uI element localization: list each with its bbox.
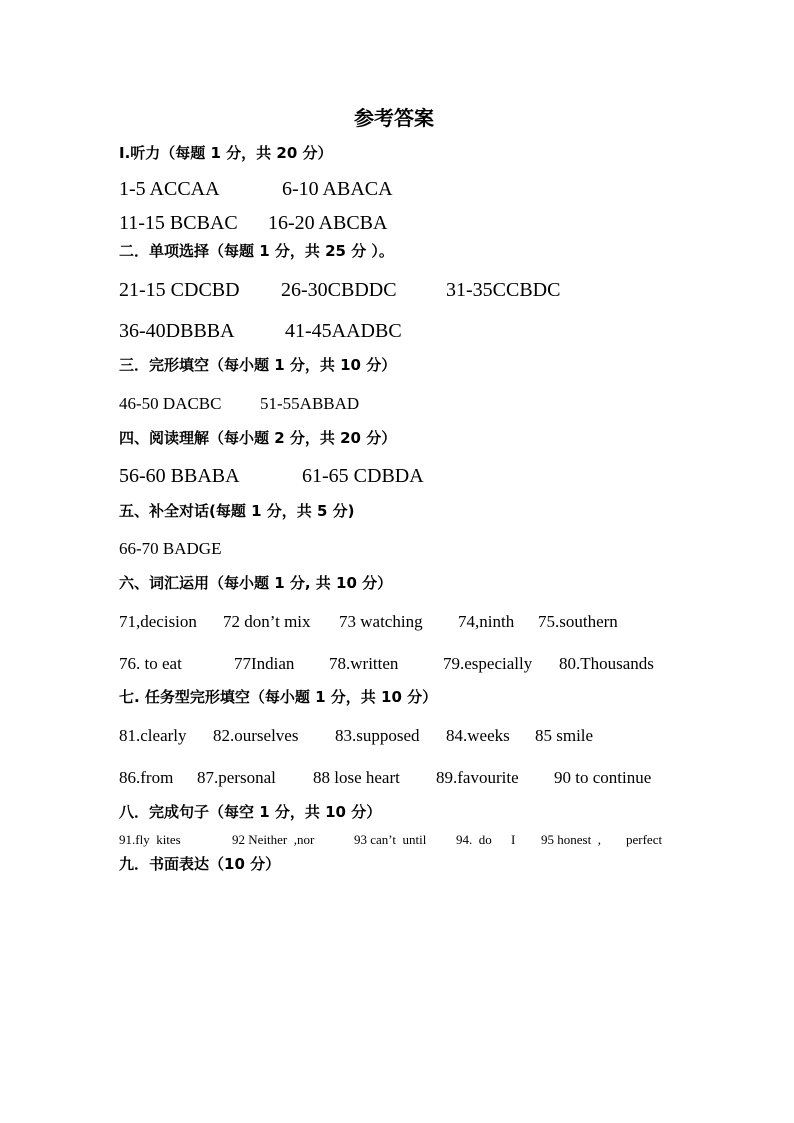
answer-item: 75.southern [538,612,618,631]
answer-item: 80.Thousands [559,654,654,673]
answer-item: perfect [626,832,663,847]
answer-item: 71,decision [119,612,197,631]
answer-item: 94. do [456,832,492,847]
answer-item: 88 lose heart [313,768,400,787]
section-heading-single-choice: 二．单项选择（每题 1 分，共 25 分 ）。 [119,242,394,260]
answer-group: 36-40DBBBA [119,320,235,342]
answer-item: 72 don’t mix [223,612,311,631]
answer-group: 1-5 ACCAA [119,178,220,200]
answer-item: 83.supposed [335,726,420,745]
answer-item: 74,ninth [458,612,515,631]
section-heading-reading: 四、阅读理解（每小题 2 分，共 20 分） [119,429,397,447]
answer-item: 85 smile [535,726,594,745]
answer-group: 41-45AADBC [285,320,402,342]
answer-item: 95 honest , [541,832,601,847]
answer-item: 77Indian [234,654,295,673]
answer-group: 26-30CBDDC [281,279,397,301]
section-heading-sentence-completion: 八．完成句子（每空 1 分，共 10 分） [119,803,382,821]
answer-group: 31-35CCBDC [446,279,561,301]
answer-group: 6-10 ABACA [282,178,393,200]
answer-group: 46-50 DACBC [119,394,222,413]
answer-group: 61-65 CDBDA [302,465,424,487]
answer-group: 66-70 BADGE [119,539,222,558]
section-heading-cloze: 三．完形填空（每小题 1 分，共 10 分） [119,356,397,374]
section-heading-vocabulary: 六、词汇运用（每小题 1 分, 共 10 分） [119,574,393,592]
answer-item: 92 Neither ,nor [232,832,315,847]
answer-item: 93 can’t until [354,832,427,847]
answer-item: 82.ourselves [213,726,299,745]
answer-group: 21-15 CDCBD [119,279,240,301]
section-heading-listening: I.听力（每题 1 分，共 20 分） [119,144,333,162]
answer-item: 89.favourite [436,768,519,787]
answer-item: 79.especially [443,654,533,673]
answer-item: I [511,832,516,847]
section-heading-writing: 九．书面表达（10 分） [119,855,281,873]
section-heading-dialogue: 五、补全对话(每题 1 分，共 5 分) [119,502,355,520]
answer-item: 78.written [329,654,399,673]
answer-item: 81.clearly [119,726,187,745]
answer-group: 56-60 BBABA [119,465,240,487]
answer-item: 86.from [119,768,174,787]
answer-item: 76. to eat [119,654,182,673]
page-title: 参考答案 [354,106,434,130]
answer-item: 90 to continue [554,768,652,787]
answer-item: 73 watching [339,612,423,631]
answer-group: 16-20 ABCBA [268,212,388,234]
answer-item: 84.weeks [446,726,510,745]
section-heading-task-cloze: 七. 任务型完形填空（每小题 1 分，共 10 分） [119,688,438,706]
answer-group: 51-55ABBAD [260,394,360,413]
answer-item: 91.fly kites [119,832,181,847]
answer-group: 11-15 BCBAC [119,212,238,234]
answer-item: 87.personal [197,768,276,787]
